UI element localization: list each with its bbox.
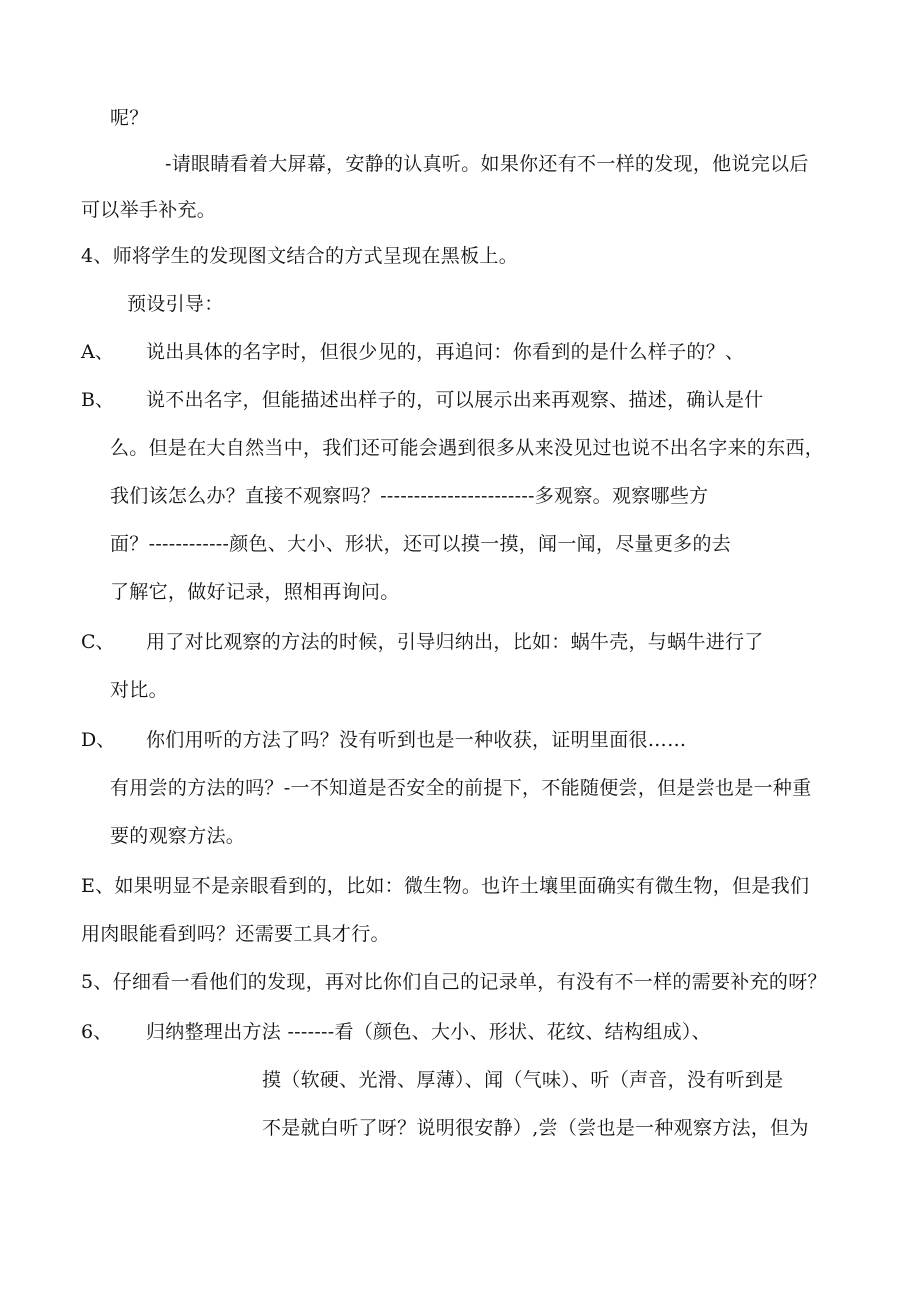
- text-line: -请眼睛看着大屏幕，安静的认真听。如果你还有不一样的发现，他说完以后: [165, 153, 809, 175]
- list-label: B、: [81, 389, 114, 411]
- text-line: 5、仔细看一看他们的发现，再对比你们自己的记录单，有没有不一样的需要补充的呀？: [81, 971, 827, 993]
- text-line: 4、师将学生的发现图文结合的方式呈现在黑板上。: [81, 245, 518, 267]
- text-line: 我们该怎么办？直接不观察吗？-----------------------多观察。观察哪些方: [110, 485, 709, 507]
- text-line: 呢？: [110, 107, 149, 129]
- text-line: 用肉眼能看到吗？还需要工具才行。: [81, 923, 390, 945]
- text-line: 摸（软硬、光滑、厚薄）、闻（气味）、听（声音，没有听到是: [262, 1069, 784, 1091]
- text-line: 预设引导：: [127, 293, 224, 315]
- text-line: 不是就白听了呀？说明很安静）,尝（尝也是一种观察方法，但为: [262, 1117, 809, 1139]
- text-line: 说出具体的名字时，但很少见的，再追问：你看到的是什么样子的？、: [146, 341, 745, 363]
- text-line: 要的观察方法。: [110, 825, 246, 847]
- text-line: 面？------------颜色、大小、形状，还可以摸一摸，闻一闻，尽量更多的去: [110, 533, 732, 555]
- list-label: A、: [81, 341, 114, 363]
- text-line: 对比。: [110, 679, 168, 701]
- text-line: 说不出名字，但能描述出样子的，可以展示出来再观察、描述，确认是什: [146, 389, 764, 411]
- text-line: 用了对比观察的方法的时候，引导归纳出，比如：蜗牛壳，与蜗牛进行了: [146, 631, 764, 653]
- list-label: D、: [81, 729, 116, 751]
- list-label: 6、: [81, 1021, 113, 1043]
- text-line: 归纳整理出方法 -------看（颜色、大小、形状、花纹、结构组成）、: [146, 1021, 711, 1043]
- text-line: 了解它，做好记录，照相再询问。: [110, 581, 400, 603]
- text-line: 么。但是在大自然当中，我们还可能会遇到很多从来没见过也说不出名字来的东西，: [110, 437, 825, 459]
- list-label: C、: [81, 631, 115, 653]
- text-line: 你们用听的方法了吗？没有听到也是一种收获，证明里面很……: [146, 729, 687, 751]
- text-line: E、如果明显不是亲眼看到的，比如：微生物。也许土壤里面确实有微生物，但是我们: [81, 875, 810, 897]
- text-line: 可以举手补充。: [81, 199, 217, 221]
- text-line: 有用尝的方法的吗？-一不知道是否安全的前提下，不能随便尝，但是尝也是一种重: [110, 777, 812, 799]
